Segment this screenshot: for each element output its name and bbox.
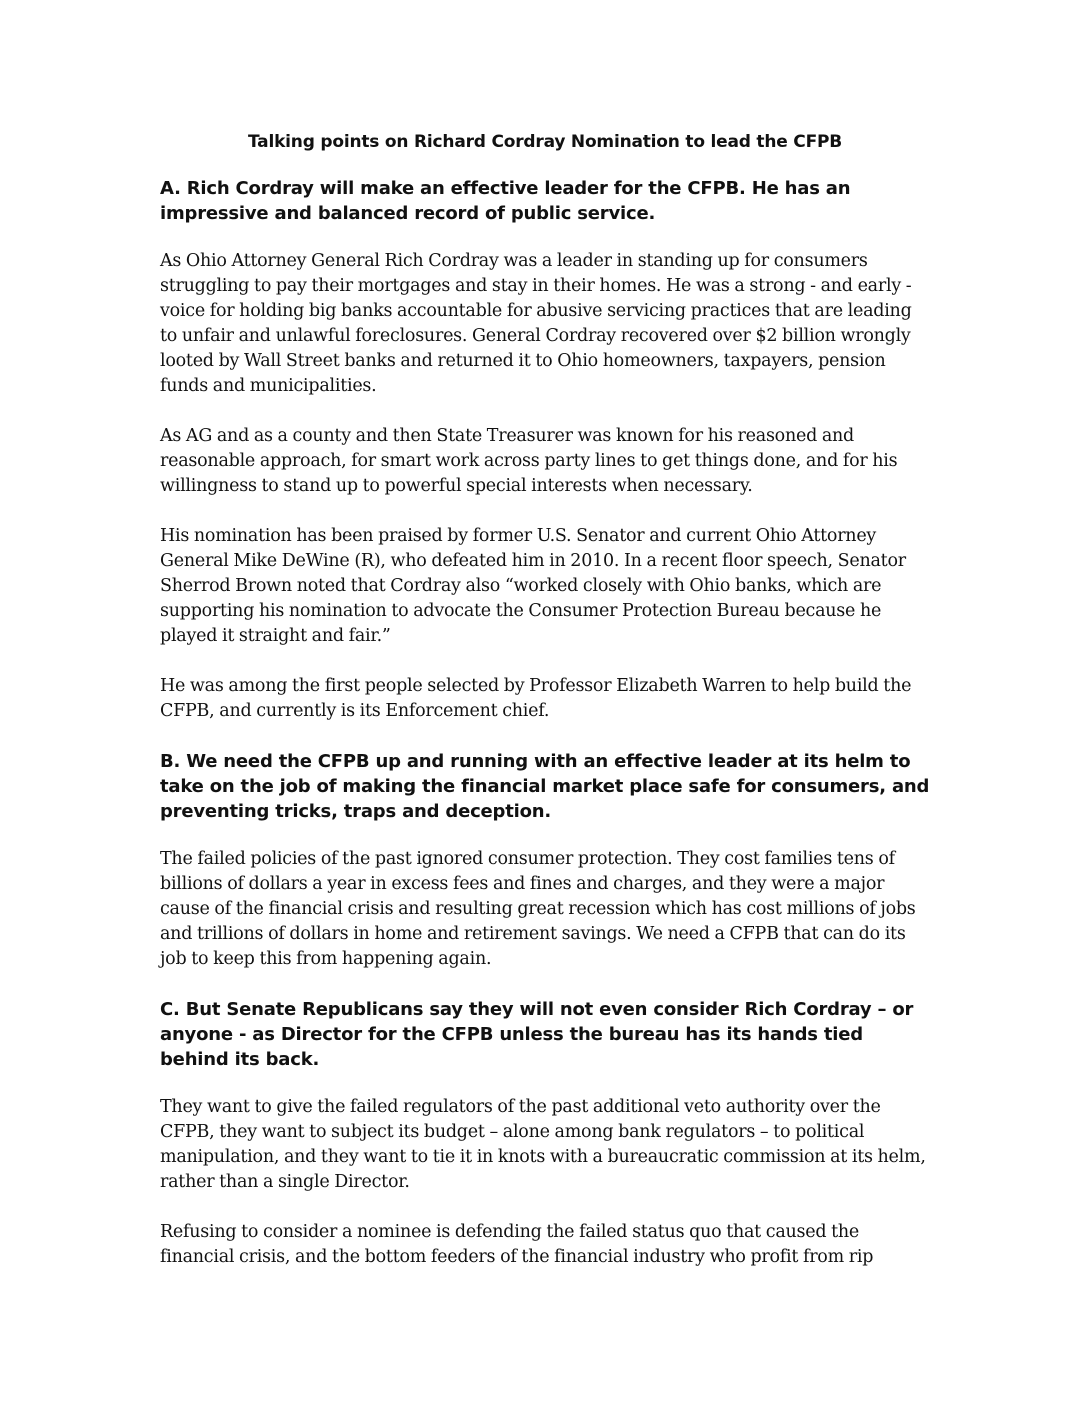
paragraph: Refusing to consider a nominee is defending the failed status quo that caused the financial crisis, and the bottom feeders of the financial industry who profit from rip	[160, 1222, 874, 1267]
section-heading: C. But Senate Republicans say they will not even consider Rich Cordray – or anyone - as Director for the CFPB unless the bureau has its hands tied behind its back.	[160, 999, 914, 1070]
paragraph: As AG and as a county and then State Treasurer was known for his reasoned and reasonable approach, for smart work across party lines to get things done, and for his willingness to stand up to powerful special interests when necessary.	[160, 426, 898, 496]
section-c	[160, 997, 930, 1270]
section-heading: A. Rich Cordray will make an effective leader for the CFPB. He has an impressive and balanced record of public service.	[160, 178, 851, 224]
paragraph: The failed policies of the past ignored consumer protection. They cost families tens of billions of dollars a year in excess fees and fines and charges, and they were a major cause of the financial crisis and resulting great recession which has cost millions of jobs and trillions of dollars in home and retirement savings. We need a CFPB that can do its job to keep this from happening again.	[160, 849, 916, 969]
document-body	[160, 130, 930, 1295]
paragraph: As Ohio Attorney General Rich Cordray was a leader in standing up for consumers struggling to pay their mortgages and stay in their homes. He was a strong - and early - voice for holding big banks accountable for abusive servicing practices that are leading to unfair and unlawful foreclosures. General Cordray recovered over $2 billion wrongly looted by Wall Street banks and returned it to Ohio homeowners, taxpayers, pension funds and municipalities.	[160, 251, 912, 396]
section-a	[160, 176, 930, 724]
paragraph: His nomination has been praised by former U.S. Senator and current Ohio Attorney General Mike DeWine (R), who defeated him in 2010. In a recent floor speech, Senator Sherrod Brown noted that Cordray also “worked closely with Ohio banks, which are supporting his nomination to advocate the Consumer Protection Bureau because he played it straight and fair.”	[160, 526, 906, 646]
section-heading: B. We need the CFPB up and running with an effective leader at its helm to take on the job of making the financial market place safe for consumers, and preventing tricks, traps and deception.	[160, 751, 930, 822]
paragraph: They want to give the failed regulators of the past additional veto authority over the CFPB, they want to subject its budget – alone among bank regulators – to political manipulation, and they want to tie it in knots with a bureaucratic commission at its helm, rather than a single Director.	[160, 1097, 926, 1192]
section-b	[160, 749, 930, 972]
document-title: Talking points on Richard Cordray Nomination to lead the CFPB	[247, 132, 843, 152]
paragraph: He was among the first people selected by Professor Elizabeth Warren to help build the CFPB, and currently is its Enforcement chief.	[160, 676, 912, 721]
